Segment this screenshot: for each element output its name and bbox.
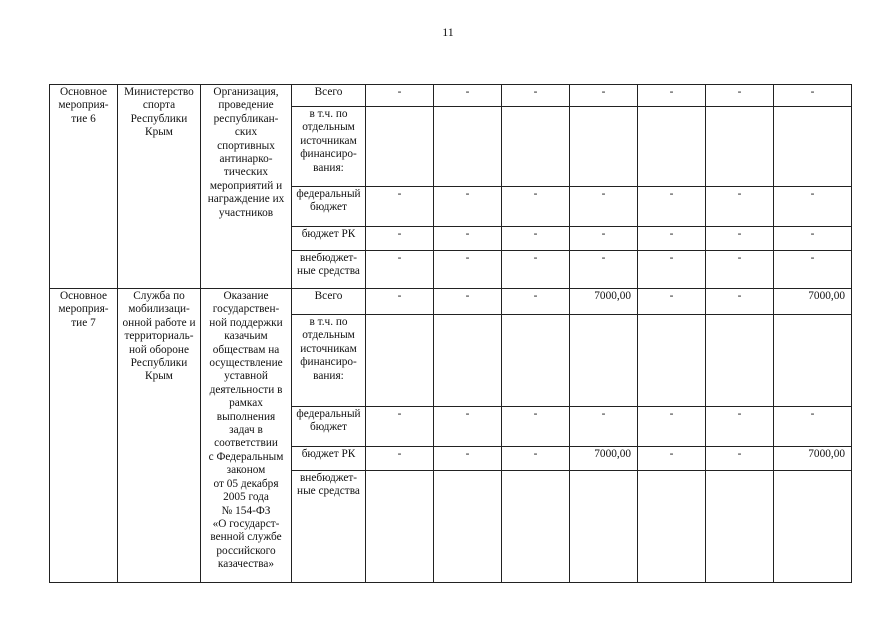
value-cell: - bbox=[774, 251, 852, 289]
value-cell bbox=[434, 315, 502, 407]
value-cell bbox=[502, 471, 570, 583]
value-cell: - bbox=[774, 227, 852, 251]
value-cell: - bbox=[366, 187, 434, 227]
event-cell: Основное мероприя- тие 7 bbox=[50, 289, 118, 583]
funding-source-cell: бюджет РК bbox=[292, 447, 366, 471]
value-cell bbox=[502, 107, 570, 187]
value-cell bbox=[570, 315, 638, 407]
value-cell bbox=[434, 107, 502, 187]
funding-source-cell: бюджет РК bbox=[292, 227, 366, 251]
value-cell: - bbox=[434, 407, 502, 447]
value-cell: - bbox=[638, 227, 706, 251]
value-cell: - bbox=[366, 227, 434, 251]
value-cell bbox=[706, 471, 774, 583]
value-cell: - bbox=[434, 227, 502, 251]
value-cell: - bbox=[502, 85, 570, 107]
value-cell: - bbox=[434, 85, 502, 107]
value-cell bbox=[774, 315, 852, 407]
executor-cell: Служба по мобилизаци- онной работе и территориаль- ной обороне Республики Крым bbox=[118, 289, 201, 583]
value-cell: - bbox=[366, 447, 434, 471]
value-cell: - bbox=[706, 289, 774, 315]
budget-table bbox=[49, 84, 852, 583]
funding-source-cell: внебюджет- ные средства bbox=[292, 471, 366, 583]
value-cell: - bbox=[638, 187, 706, 227]
value-cell: - bbox=[706, 447, 774, 471]
value-cell: - bbox=[774, 85, 852, 107]
value-cell: - bbox=[570, 251, 638, 289]
value-cell: - bbox=[502, 187, 570, 227]
value-cell bbox=[570, 107, 638, 187]
value-cell: - bbox=[706, 227, 774, 251]
value-cell: - bbox=[502, 251, 570, 289]
funding-source-cell: в т.ч. по отдельным источникам финансиро- вания: bbox=[292, 315, 366, 407]
value-cell: - bbox=[570, 407, 638, 447]
value-cell bbox=[638, 471, 706, 583]
table-row bbox=[50, 85, 852, 107]
value-cell bbox=[502, 315, 570, 407]
value-cell: - bbox=[502, 289, 570, 315]
budget-table-body bbox=[50, 85, 852, 583]
value-cell: - bbox=[706, 251, 774, 289]
value-cell: - bbox=[570, 187, 638, 227]
funding-source-cell: Всего bbox=[292, 85, 366, 107]
funding-source-cell: внебюджет- ные средства bbox=[292, 251, 366, 289]
value-cell: 7000,00 bbox=[570, 447, 638, 471]
value-cell bbox=[366, 315, 434, 407]
executor-cell: Министерство спорта Республики Крым bbox=[118, 85, 201, 289]
page-number: 11 bbox=[442, 25, 454, 39]
funding-source-cell: в т.ч. по отдельным источникам финансиро- вания: bbox=[292, 107, 366, 187]
funding-source-cell: федеральный бюджет bbox=[292, 187, 366, 227]
value-cell bbox=[706, 315, 774, 407]
value-cell bbox=[366, 471, 434, 583]
funding-source-cell: федеральный бюджет bbox=[292, 407, 366, 447]
value-cell: - bbox=[570, 85, 638, 107]
value-cell: - bbox=[502, 407, 570, 447]
value-cell: - bbox=[638, 289, 706, 315]
value-cell bbox=[774, 471, 852, 583]
value-cell bbox=[570, 471, 638, 583]
value-cell: - bbox=[366, 407, 434, 447]
value-cell: - bbox=[706, 407, 774, 447]
value-cell: - bbox=[706, 187, 774, 227]
event-cell: Основное мероприя- тие 6 bbox=[50, 85, 118, 289]
value-cell: - bbox=[638, 85, 706, 107]
value-cell: - bbox=[502, 447, 570, 471]
value-cell bbox=[638, 107, 706, 187]
value-cell: - bbox=[434, 447, 502, 471]
value-cell: - bbox=[638, 251, 706, 289]
value-cell: - bbox=[366, 289, 434, 315]
value-cell: - bbox=[502, 227, 570, 251]
value-cell: - bbox=[570, 227, 638, 251]
value-cell: - bbox=[366, 85, 434, 107]
value-cell: 7000,00 bbox=[774, 289, 852, 315]
value-cell: - bbox=[774, 407, 852, 447]
value-cell bbox=[434, 471, 502, 583]
funding-source-cell: Всего bbox=[292, 289, 366, 315]
value-cell: - bbox=[638, 447, 706, 471]
value-cell: - bbox=[434, 187, 502, 227]
value-cell bbox=[706, 107, 774, 187]
table-row bbox=[50, 289, 852, 315]
value-cell bbox=[638, 315, 706, 407]
value-cell: - bbox=[366, 251, 434, 289]
value-cell: - bbox=[434, 251, 502, 289]
value-cell: - bbox=[638, 407, 706, 447]
description-cell: Оказание государствен- ной поддержки казачьим обществам на осуществление уставной деятельности в рамках выполнения задач в соответствии с Федеральным законом от 05 декабря 2005 года № 154-ФЗ «О государст- венной службе российского казачества» bbox=[201, 289, 292, 583]
value-cell: - bbox=[774, 187, 852, 227]
value-cell: - bbox=[706, 85, 774, 107]
value-cell: 7000,00 bbox=[570, 289, 638, 315]
value-cell: - bbox=[434, 289, 502, 315]
value-cell bbox=[774, 107, 852, 187]
value-cell: 7000,00 bbox=[774, 447, 852, 471]
value-cell bbox=[366, 107, 434, 187]
description-cell: Организация, проведение республикан- ских спортивных антинарко- тических мероприятий и награждение их участников bbox=[201, 85, 292, 289]
